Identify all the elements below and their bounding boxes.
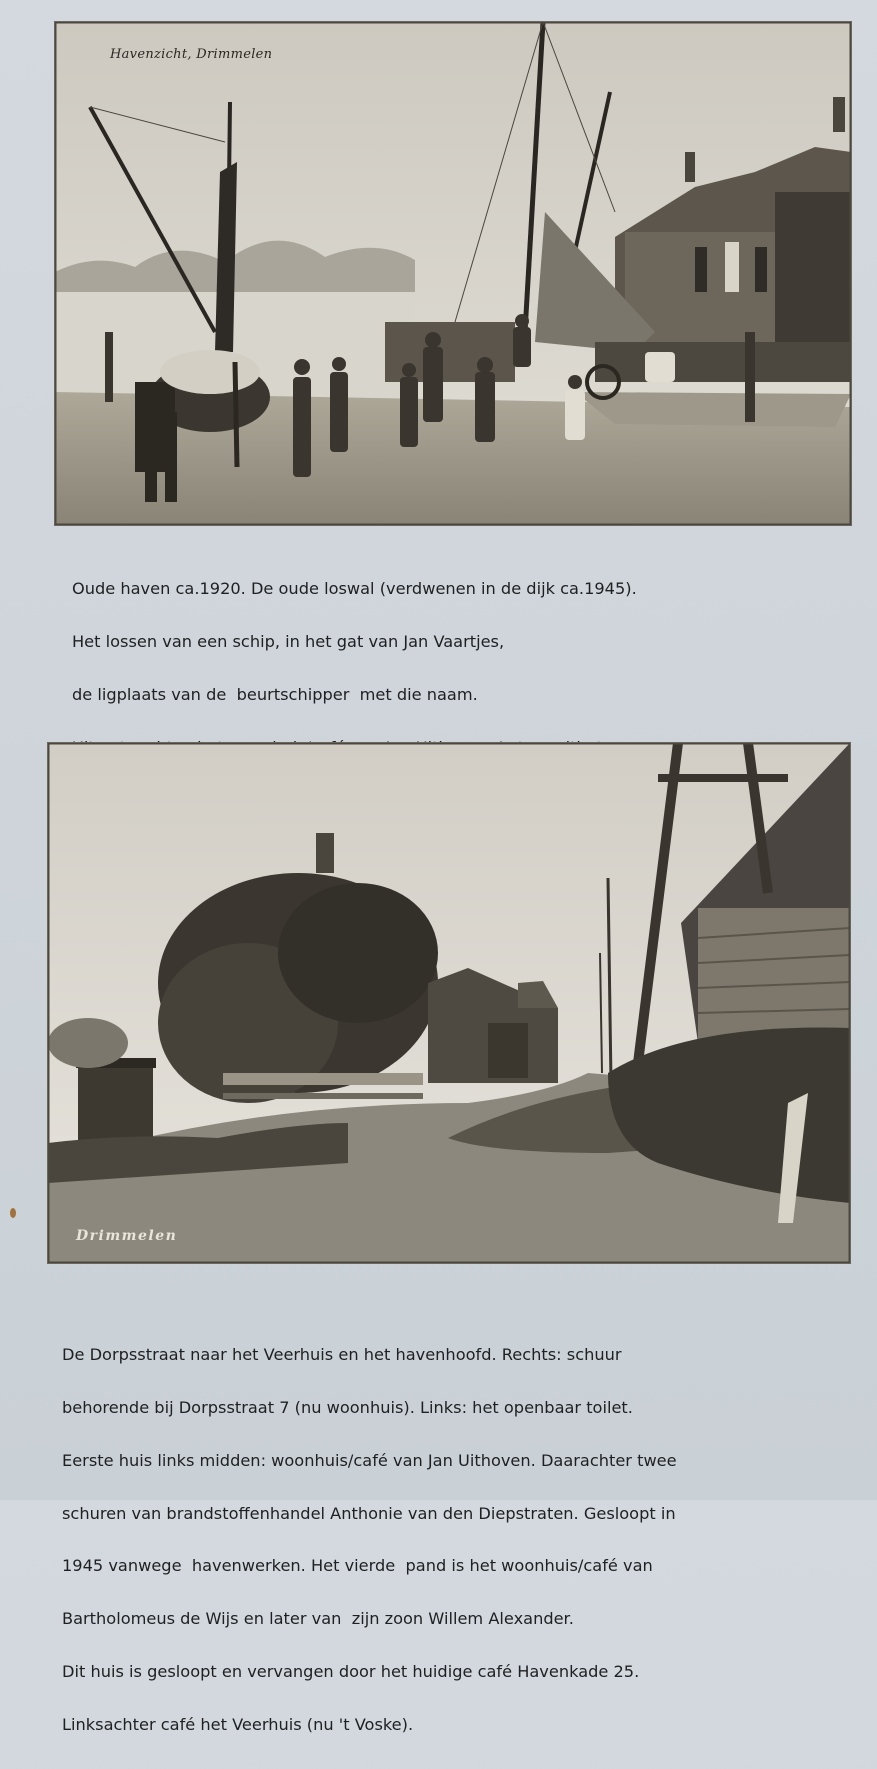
rust-stain [10, 1208, 16, 1218]
caption-line: 1945 vanwege havenwerken. Het vierde pand is het woonhuis/café van [62, 1556, 653, 1576]
caption-line: Oude haven ca.1920. De oude loswal (verdwenen in de dijk ca.1945). [72, 579, 637, 599]
caption-line: Eerste huis links midden: woonhuis/café van Jan Uithoven. Daarachter twee [62, 1450, 677, 1470]
caption-line: De Dorpsstraat naar het Veerhuis en het havenhoofd. Rechts: schuur [62, 1345, 622, 1365]
village-street-photo-caption [62, 1311, 677, 1768]
caption-line: schuren van brandstoffenhandel Anthonie van den Diepstraten. Gesloopt in [62, 1503, 676, 1523]
caption-line: Linksachter café het Veerhuis (nu 't Voske). [62, 1714, 414, 1734]
village-street-illustration [48, 743, 850, 1263]
harbour-scene-illustration [55, 22, 851, 525]
caption-line: Dit huis is gesloopt en vervangen door het huidige café Havenkade 25. [62, 1661, 640, 1681]
caption-line: behorende bij Dorpsstraat 7 (nu woonhuis). Links: het openbaar toilet. [62, 1397, 633, 1417]
harbour-photo [55, 22, 851, 525]
photo-script-title: Drimmelen [76, 1228, 178, 1244]
caption-line: de ligplaats van de beurtschipper met die naam. [72, 684, 478, 704]
photo-script-title: Havenzicht, Drimmelen [110, 47, 273, 62]
caption-line: Het lossen van een schip, in het gat van Jan Vaartjes, [72, 631, 505, 651]
caption-line: Bartholomeus de Wijs en later van zijn zoon Willem Alexander. [62, 1609, 574, 1629]
village-street-photo [48, 743, 850, 1263]
